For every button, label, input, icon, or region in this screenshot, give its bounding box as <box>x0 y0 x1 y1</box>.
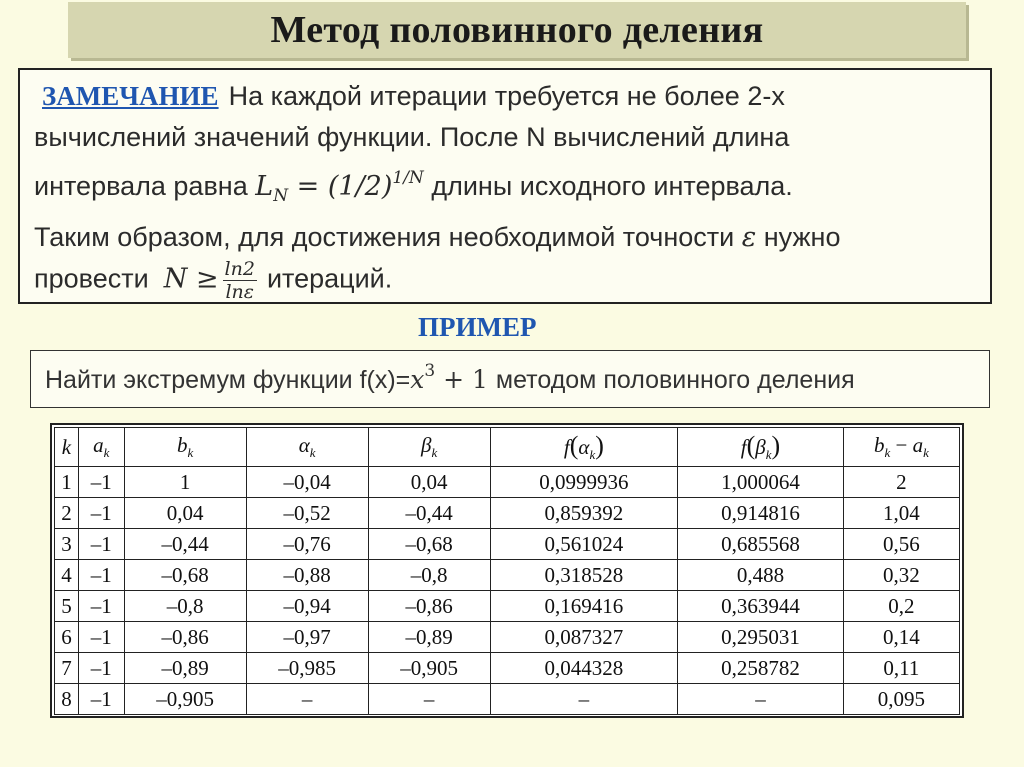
table-cell: –1 <box>78 467 124 498</box>
formula-n-bound: N ≥ <box>163 263 219 295</box>
table-cell: 2 <box>843 467 959 498</box>
formula-epsilon: ε <box>741 222 757 253</box>
table-cell: 0,2 <box>843 591 959 622</box>
table-cell: –1 <box>78 529 124 560</box>
note-box <box>18 68 992 304</box>
table-cell: – <box>368 684 490 715</box>
example-text-pre: Найти экстремум функции f(x)= <box>45 366 411 394</box>
table-cell: –0,86 <box>124 622 246 653</box>
table-cell: 0,859392 <box>490 498 677 529</box>
header-b-k: $b_k$ <box>124 428 246 467</box>
table-row <box>55 591 960 622</box>
table-cell: 0,32 <box>843 560 959 591</box>
table-header-row <box>55 428 960 467</box>
table-cell: –1 <box>78 498 124 529</box>
table-cell: 1 <box>124 467 246 498</box>
table-cell: 0,318528 <box>490 560 677 591</box>
table-cell: 0,258782 <box>678 653 844 684</box>
table-cell: –0,94 <box>246 591 368 622</box>
table-cell: 0,095 <box>843 684 959 715</box>
table-cell: –0,985 <box>246 653 368 684</box>
iteration-table <box>54 427 960 715</box>
table-cell: 3 <box>55 529 79 560</box>
table-cell: –1 <box>78 653 124 684</box>
header-beta-k: $\beta_k$ <box>368 428 490 467</box>
table-row <box>55 622 960 653</box>
table-cell: –0,52 <box>246 498 368 529</box>
formula-function: $x^3$ <box>410 361 436 394</box>
table-cell: 0,087327 <box>490 622 677 653</box>
table-cell: –1 <box>78 560 124 591</box>
table-cell: 6 <box>55 622 79 653</box>
table-cell: – <box>678 684 844 715</box>
table-cell: 0,56 <box>843 529 959 560</box>
note-line-5: провести N ≥ $\frac{\ln 2}{\ln\varepsilon}$ итераций. <box>34 258 393 303</box>
formula-plus-one: + 1 <box>435 365 496 394</box>
table-row <box>55 467 960 498</box>
formula-fraction: $\frac{\ln 2}{\ln\varepsilon}$ <box>224 258 255 303</box>
header-bk-minus-ak: $b_k - a_k$ <box>843 428 959 467</box>
table-row <box>55 684 960 715</box>
table-cell: –0,68 <box>368 529 490 560</box>
note-line-2: вычислений значений функции. После N вычислений длина <box>34 122 790 152</box>
table-cell: – <box>490 684 677 715</box>
header-a-k: $a_k$ <box>78 428 124 467</box>
table-cell: –0,04 <box>246 467 368 498</box>
table-cell: –0,8 <box>124 591 246 622</box>
header-k: k <box>55 428 79 467</box>
table-cell: –1 <box>78 684 124 715</box>
table-row <box>55 498 960 529</box>
table-cell: 1,04 <box>843 498 959 529</box>
table-cell: 1,000064 <box>678 467 844 498</box>
table-cell: –0,905 <box>368 653 490 684</box>
table-cell: –0,88 <box>246 560 368 591</box>
table-cell: –0,68 <box>124 560 246 591</box>
note-line-4: Таким образом, для достижения необходимой точности ε нужно <box>34 222 841 253</box>
table-cell: 0,04 <box>124 498 246 529</box>
table-cell: 0,11 <box>843 653 959 684</box>
table-body <box>55 467 960 715</box>
table-cell: –1 <box>78 622 124 653</box>
table-cell: –0,89 <box>368 622 490 653</box>
table-row <box>55 529 960 560</box>
header-alpha-k: $\alpha_k$ <box>246 428 368 467</box>
table-cell: –0,8 <box>368 560 490 591</box>
table-cell: 0,14 <box>843 622 959 653</box>
title-banner <box>68 2 966 58</box>
table-cell: 0,0999936 <box>490 467 677 498</box>
table-cell: –0,76 <box>246 529 368 560</box>
note-label: ЗАМЕЧАНИЕ <box>42 81 219 111</box>
example-label: ПРИМЕР <box>418 312 537 342</box>
table-cell: – <box>246 684 368 715</box>
table-cell: 0,044328 <box>490 653 677 684</box>
table-cell: –0,89 <box>124 653 246 684</box>
table-cell: –0,44 <box>124 529 246 560</box>
table-cell: 2 <box>55 498 79 529</box>
note-line-1: ЗАМЕЧАНИЕ На каждой итерации требуется не более 2-х <box>42 81 785 111</box>
table-cell: –0,86 <box>368 591 490 622</box>
table-cell: 5 <box>55 591 79 622</box>
table-cell: 7 <box>55 653 79 684</box>
note-text <box>34 76 982 303</box>
example-text-post: методом половинного деления <box>495 366 855 394</box>
table-cell: 8 <box>55 684 79 715</box>
table-cell: 0,488 <box>678 560 844 591</box>
table-cell: –0,97 <box>246 622 368 653</box>
iteration-table-frame <box>50 423 964 718</box>
table-cell: –1 <box>78 591 124 622</box>
table-cell: 0,295031 <box>678 622 844 653</box>
table-row <box>55 560 960 591</box>
table-cell: 0,685568 <box>678 529 844 560</box>
header-f-alpha-k: $f(\alpha_k)$ <box>490 428 677 467</box>
table-cell: 1 <box>55 467 79 498</box>
page-title: Метод половинного деления <box>270 9 764 51</box>
table-cell: 0,363944 <box>678 591 844 622</box>
formula-ln: $L_N = (1/2)^{1/N}$ <box>255 168 424 206</box>
table-cell: –0,44 <box>368 498 490 529</box>
table-cell: 0,914816 <box>678 498 844 529</box>
note-line-3: интервала равна $L_N = (1/2)^{1/N}$ длины исходного интервала. <box>34 168 793 206</box>
table-cell: 0,169416 <box>490 591 677 622</box>
table-cell: 4 <box>55 560 79 591</box>
example-box <box>30 350 990 408</box>
table-cell: –0,905 <box>124 684 246 715</box>
table-cell: 0,561024 <box>490 529 677 560</box>
table-cell: 0,04 <box>368 467 490 498</box>
table-row <box>55 653 960 684</box>
header-f-beta-k: $f(\beta_k)$ <box>678 428 844 467</box>
